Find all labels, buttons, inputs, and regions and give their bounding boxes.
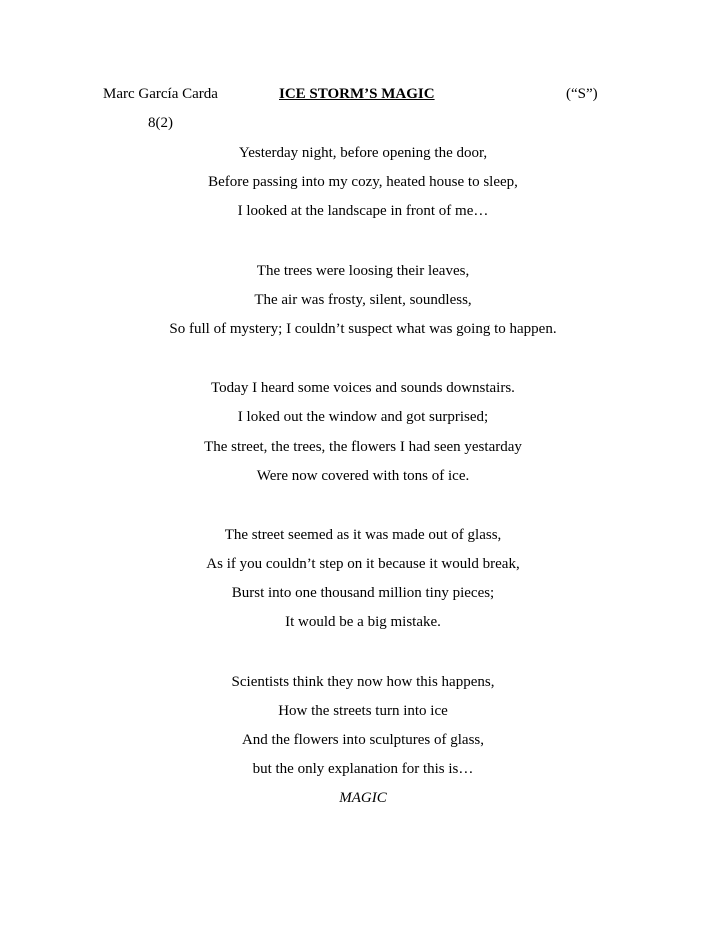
poem-line: but the only explanation for this is…	[252, 761, 474, 778]
poem-line: The street seemed as it was made out of glass,	[224, 526, 502, 543]
poem-title: ICE STORM’S MAGIC	[279, 86, 435, 102]
poem-line: Yesterday night, before opening the door,	[238, 145, 488, 161]
poem-line: Today I heard some voices and sounds downstairs.	[211, 380, 515, 397]
poem-line: Were now covered with tons of ice.	[256, 467, 470, 484]
poem-line: How the streets turn into ice	[278, 702, 448, 719]
poem-line: The air was frosty, silent, soundless,	[254, 291, 472, 308]
stanza-5	[60, 672, 666, 818]
poem-body	[60, 143, 666, 848]
poem-line: Before passing into my cozy, heated house to sleep,	[208, 174, 518, 191]
poem-line: Burst into one thousand million tiny pieces;	[231, 585, 495, 602]
poem-line: As if you couldn’t step on it because it would break,	[206, 556, 520, 573]
author-name: Marc García Carda	[103, 86, 218, 102]
grade-mark: (“S”)	[566, 86, 598, 102]
poem-line: Scientists think they now how this happens,	[231, 673, 495, 690]
poem-line: So full of mystery; I couldn’t suspect what was going to happen.	[169, 320, 557, 337]
poem-line: The street, the trees, the flowers I had seen yestarday	[204, 438, 522, 455]
poem-final-word: MAGIC	[339, 790, 387, 807]
stanza-1	[60, 143, 666, 231]
document-header	[0, 86, 728, 108]
class-code: 8(2)	[148, 115, 173, 131]
stanza-2	[60, 261, 666, 349]
poem-line: And the flowers into sculptures of glass,	[241, 732, 485, 748]
stanza-4	[60, 525, 666, 642]
poem-line: I looked at the landscape in front of me…	[237, 203, 489, 220]
poem-line: The trees were loosing their leaves,	[256, 262, 470, 279]
stanza-3	[60, 378, 666, 495]
poem-line: It would be a big mistake.	[285, 614, 441, 631]
poem-line: I loked out the window and got surprised;	[237, 409, 489, 426]
